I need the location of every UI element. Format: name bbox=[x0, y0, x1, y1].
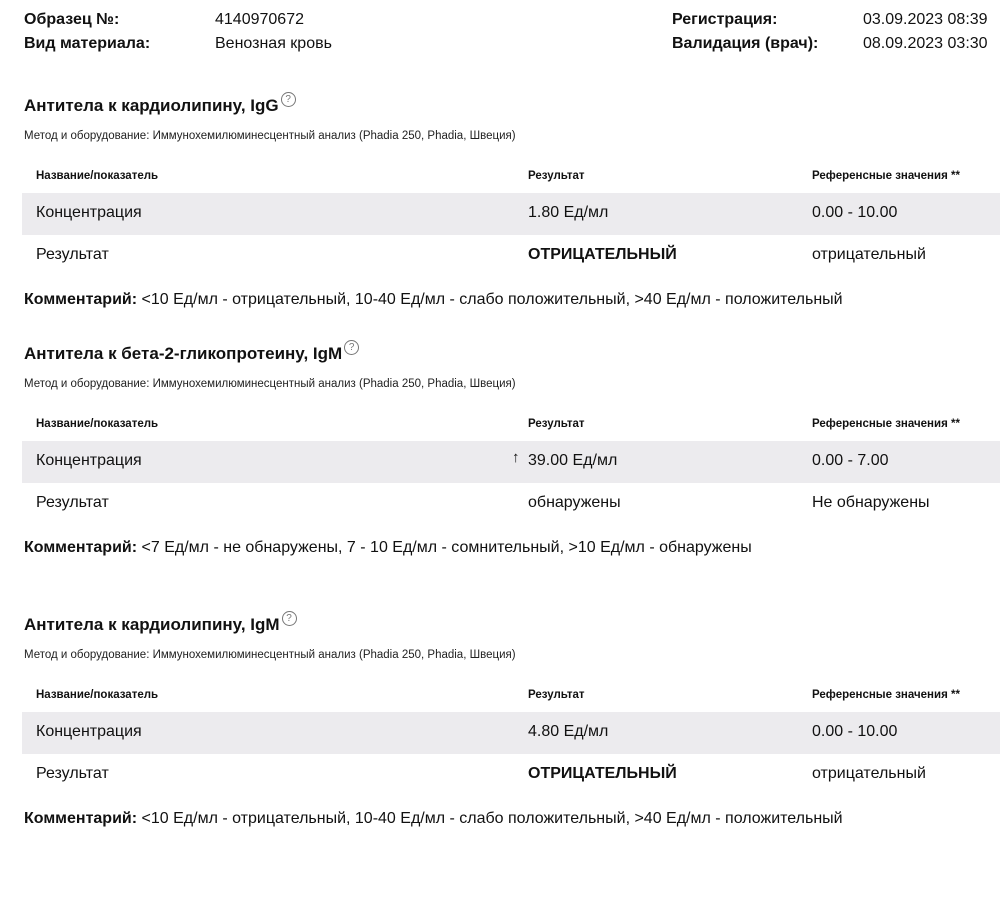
comment-label: Комментарий: bbox=[24, 539, 138, 556]
table-row bbox=[22, 193, 1000, 235]
section-title-text: Антитела к кардиолипину, IgG bbox=[24, 96, 279, 115]
comment bbox=[24, 291, 843, 309]
row-reference: 0.00 - 10.00 bbox=[812, 204, 898, 221]
test-section-cardiolipin-igm bbox=[0, 615, 1000, 835]
column-header-result: Результат bbox=[528, 170, 585, 182]
row-name: Результат bbox=[36, 494, 109, 511]
section-title-text: Антитела к кардиолипину, IgM bbox=[24, 615, 280, 634]
sample-number-value: 4140970672 bbox=[215, 11, 304, 28]
comment bbox=[24, 539, 752, 557]
row-result: ОТРИЦАТЕЛЬНЫЙ bbox=[528, 246, 677, 263]
table-row bbox=[22, 235, 1000, 277]
validation-label: Валидация (врач): bbox=[672, 35, 819, 52]
question-circle-icon[interactable]: ? bbox=[344, 340, 359, 355]
row-result: 4.80 Ед/мл bbox=[528, 723, 609, 740]
arrow-up-icon: ↑ bbox=[512, 449, 520, 466]
table-row bbox=[22, 754, 1000, 796]
column-header-reference: Референсные значения ** bbox=[812, 689, 960, 701]
test-section-beta2-glycoprotein-igm bbox=[0, 344, 1000, 564]
material-value: Венозная кровь bbox=[215, 35, 332, 52]
row-name: Результат bbox=[36, 246, 109, 263]
method-text: Метод и оборудование: Иммунохемилюминесцентный анализ (Phadia 250, Phadia, Швеция) bbox=[24, 378, 516, 390]
row-result: 39.00 Ед/мл bbox=[528, 452, 618, 469]
table-row bbox=[22, 483, 1000, 525]
column-header-result: Результат bbox=[528, 689, 585, 701]
row-name: Результат bbox=[36, 765, 109, 782]
question-circle-icon[interactable]: ? bbox=[281, 92, 296, 107]
column-header-name: Название/показатель bbox=[36, 418, 159, 430]
comment-label: Комментарий: bbox=[24, 810, 138, 827]
row-reference: 0.00 - 10.00 bbox=[812, 723, 898, 740]
registration-label: Регистрация: bbox=[672, 11, 778, 28]
row-result: обнаружены bbox=[528, 494, 621, 511]
comment-text: <7 Ед/мл - не обнаружены, 7 - 10 Ед/мл - сомнительный, >10 Ед/мл - обнаружены bbox=[141, 539, 752, 556]
row-reference: Не обнаружены bbox=[812, 494, 930, 511]
row-name: Концентрация bbox=[36, 452, 142, 469]
comment bbox=[24, 810, 843, 828]
test-section-cardiolipin-igg bbox=[0, 96, 1000, 316]
row-name: Концентрация bbox=[36, 723, 142, 740]
row-result: ОТРИЦАТЕЛЬНЫЙ bbox=[528, 765, 677, 782]
column-header-reference: Референсные значения ** bbox=[812, 170, 960, 182]
comment-text: <10 Ед/мл - отрицательный, 10-40 Ед/мл - слабо положительный, >40 Ед/мл - положительный bbox=[141, 291, 843, 308]
registration-value: 03.09.2023 08:39 bbox=[863, 11, 988, 28]
row-reference: 0.00 - 7.00 bbox=[812, 452, 889, 469]
column-header-reference: Референсные значения ** bbox=[812, 418, 960, 430]
section-title-text: Антитела к бета-2-гликопротеину, IgM bbox=[24, 344, 343, 363]
sample-info bbox=[24, 10, 524, 54]
comment-label: Комментарий: bbox=[24, 291, 138, 308]
validation-value: 08.09.2023 03:30 bbox=[863, 35, 988, 52]
row-reference: отрицательный bbox=[812, 765, 926, 782]
comment-text: <10 Ед/мл - отрицательный, 10-40 Ед/мл - слабо положительный, >40 Ед/мл - положительный bbox=[141, 810, 843, 827]
dates-info bbox=[672, 10, 1000, 54]
method-text: Метод и оборудование: Иммунохемилюминесцентный анализ (Phadia 250, Phadia, Швеция) bbox=[24, 649, 516, 661]
column-header-name: Название/показатель bbox=[36, 689, 159, 701]
column-header-result: Результат bbox=[528, 418, 585, 430]
material-label: Вид материала: bbox=[24, 35, 151, 52]
question-circle-icon[interactable]: ? bbox=[282, 611, 297, 626]
table-row bbox=[22, 712, 1000, 754]
table-row bbox=[22, 441, 1000, 483]
row-name: Концентрация bbox=[36, 204, 142, 221]
sample-number-label: Образец №: bbox=[24, 11, 120, 28]
method-text: Метод и оборудование: Иммунохемилюминесцентный анализ (Phadia 250, Phadia, Швеция) bbox=[24, 130, 516, 142]
section-title bbox=[24, 615, 295, 635]
section-title bbox=[24, 96, 294, 116]
row-reference: отрицательный bbox=[812, 246, 926, 263]
section-title bbox=[24, 344, 357, 364]
row-result: 1.80 Ед/мл bbox=[528, 204, 609, 221]
column-header-name: Название/показатель bbox=[36, 170, 159, 182]
